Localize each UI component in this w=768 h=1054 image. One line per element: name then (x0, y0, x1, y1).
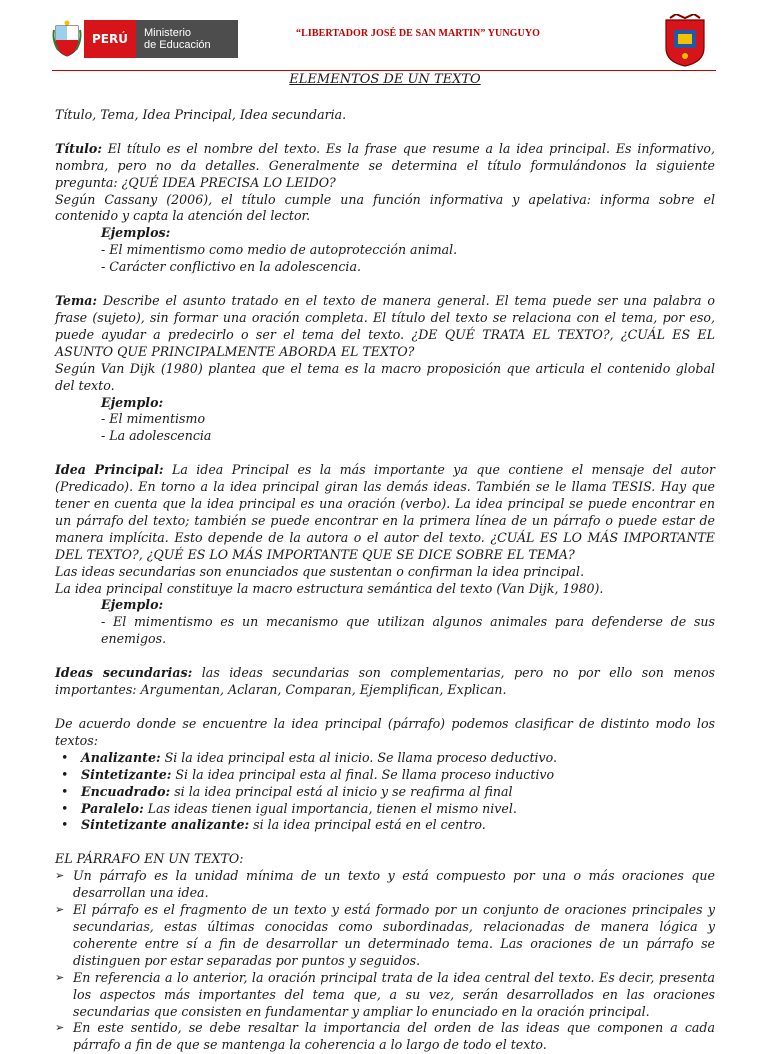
bullet-icon: • (61, 783, 69, 799)
titulo-example-2: - Carácter conflictivo en la adolescencia. (101, 259, 361, 275)
peru-coat-of-arms-icon (52, 20, 82, 58)
clasificacion-label: Encuadrado: (81, 783, 171, 799)
bullet-icon: • (61, 749, 69, 765)
list-item (55, 970, 715, 1021)
ministry-logo (52, 20, 238, 58)
document-body (55, 72, 715, 1054)
bullet-icon: • (61, 800, 69, 816)
tema-example-1: - El mimentismo (101, 411, 206, 427)
brand-country: PERÚ (84, 20, 136, 58)
ideas-secundarias-text: las ideas secundarias son complementarias, pero no por ello son menos importantes: Argumentan, Aclaran, Comparan, Ejemplifican, Explican. (55, 665, 715, 698)
arrow-bullet-icon: ➢ (55, 970, 65, 984)
tema-paragraph (55, 293, 715, 361)
document-title: ELEMENTOS DE UN TEXTO (289, 72, 481, 87)
parrafo-item-text: En referencia a lo anterior, la oración principal trata de la idea central del texto. Es decir, presenta los aspectos más importantes del tema que, a su vez, serán desarrollados en las oraciones secundarias que consisten en fundamentar y ampliar lo enunciado en la oración principal. (73, 969, 715, 1019)
arrow-bullet-icon: ➢ (55, 903, 65, 917)
school-name: “LIBERTADOR JOSÉ DE SAN MARTIN” YUNGUYO (296, 28, 541, 39)
brand-ministry-line2: de Educación (143, 39, 211, 51)
clasificacion-label: Sintetizante analizante: (81, 817, 250, 833)
header-divider (52, 70, 716, 71)
idea-principal-line2: Las ideas secundarias son enunciados que sustentan o confirman la idea principal. (55, 563, 585, 579)
list-item (55, 817, 715, 834)
list-item (55, 750, 715, 767)
parrafo-item-text: El párrafo es el fragmento de un texto y está formado por un conjunto de oraciones principales y secundarias, estas últimas conocidas como subordinadas, relacionadas de manera lógica y coherente entre sí a fin de desarrollar un determinado tema. Las oraciones de un párrafo se distinguen por estar separadas por puntos y seguidos. (73, 902, 715, 968)
titulo-example-1: - El mimentismo como medio de autoprotección animal. (101, 242, 458, 258)
intro-line: Título, Tema, Idea Principal, Idea secundaria. (55, 106, 347, 122)
bullet-icon: • (61, 817, 69, 833)
brand-ministry (136, 20, 238, 58)
idea-principal-example-label: Ejemplo: (101, 597, 164, 613)
clasificacion-text: si la idea principal está al inicio y se reafirma al final (170, 783, 513, 799)
list-item (55, 902, 715, 970)
clasificacion-list (55, 750, 715, 835)
parrafo-list (55, 868, 715, 1054)
tema-text: Describe el asunto tratado en el texto de manera general. El tema puede ser una palabra o frase (sujeto), sin formar una oración completa. El título del texto se relaciona con el tema, por eso, puede ayudar a predecirlo o ser el tema del texto. ¿DE QUÉ TRATA EL TEXTO?, ¿CUÁL ES EL ASUNTO QUE PRINCIPALMENTE ABORDA EL TEXTO? (55, 293, 715, 359)
clasificacion-text: Si la idea principal esta al inicio. Se llama proceso deductivo. (160, 749, 558, 765)
ideas-secundarias-label: Ideas secundarias: (55, 665, 193, 681)
list-item (55, 1020, 715, 1054)
clasificacion-intro: De acuerdo donde se encuentre la idea principal (párrafo) podemos clasificar de distinto modo los textos: (55, 716, 715, 748)
list-item (55, 784, 715, 801)
tema-example-label: Ejemplo: (101, 394, 164, 410)
idea-principal-text: La idea Principal es la más importante ya que contiene el mensaje del autor (Predicado). En torno a la idea principal giran las demás ideas. También se le llama TESIS. Hay que tener en cuenta que la idea principal es una oración (verbo). La idea principal se puede encontrar en un párrafo del texto; también se puede encontrar en la primera línea de un párrafo o puede estar de manera implícita. Esto depende de la autora o el autor del texto. ¿CUÁL ES LO MÁS IMPORTANTE DEL TEXTO?, ¿QUÉ ES LO MÁS IMPORTANTE QUE SE DICE SOBRE EL TEMA? (55, 462, 715, 562)
school-crest-icon (662, 14, 708, 68)
idea-principal-paragraph (55, 462, 715, 563)
bullet-icon: • (61, 766, 69, 782)
parrafo-heading: EL PÁRRAFO EN UN TEXTO: (55, 851, 244, 867)
ideas-secundarias-paragraph (55, 665, 715, 699)
titulo-paragraph (55, 141, 715, 192)
idea-principal-label: Idea Principal: (55, 462, 164, 478)
list-item (55, 868, 715, 902)
clasificacion-label: Analizante: (81, 749, 161, 765)
clasificacion-text: si la idea principal está en el centro. (249, 817, 486, 833)
arrow-bullet-icon: ➢ (55, 869, 65, 883)
clasificacion-text: Las ideas tienen igual importancia, tienen el mismo nivel. (143, 800, 517, 816)
tema-vandijk: Según Van Dijk (1980) plantea que el tema es la macro proposición que articula el contenido global del texto. (55, 360, 715, 393)
parrafo-item-text: En este sentido, se debe resaltar la importancia del orden de las ideas que componen a cada párrafo a fin de que se mantenga la coherencia a lo largo de todo el texto. (73, 1020, 715, 1053)
list-item (55, 801, 715, 818)
clasificacion-text: Si la idea principal esta al final. Se llama proceso inductivo (171, 766, 555, 782)
brand-ministry-line1: Ministerio (143, 27, 192, 39)
parrafo-item-text: Un párrafo es la unidad mínima de un texto y está compuesto por una o más oraciones que desarrollan una idea. (73, 868, 715, 901)
titulo-examples-label: Ejemplos: (101, 225, 171, 241)
titulo-label: Título: (55, 140, 102, 156)
tema-label: Tema: (55, 293, 98, 309)
clasificacion-label: Paralelo: (81, 800, 144, 816)
titulo-text: El título es el nombre del texto. Es la frase que resume a la idea principal. Es informativo, nombra, pero no da detalles. Generalmente se determina el título formulándonos la siguiente pregunta: ¿QUÉ IDEA PRECISA LO LEIDO? (55, 140, 715, 190)
idea-principal-example: - El mimentismo es un mecanismo que utilizan algunos animales para defenderse de sus enemigos. (101, 614, 715, 647)
list-item (55, 767, 715, 784)
titulo-cassany: Según Cassany (2006), el título cumple una función informativa y apelativa: informa sobre el contenido y capta la atención del lector. (55, 191, 715, 224)
page-header (0, 0, 768, 72)
tema-example-2: - La adolescencia (101, 428, 212, 444)
clasificacion-label: Sintetizante: (81, 766, 172, 782)
idea-principal-line3: La idea principal constituye la macro estructura semántica del texto (Van Dijk, 1980). (55, 580, 604, 596)
arrow-bullet-icon: ➢ (55, 1021, 65, 1035)
